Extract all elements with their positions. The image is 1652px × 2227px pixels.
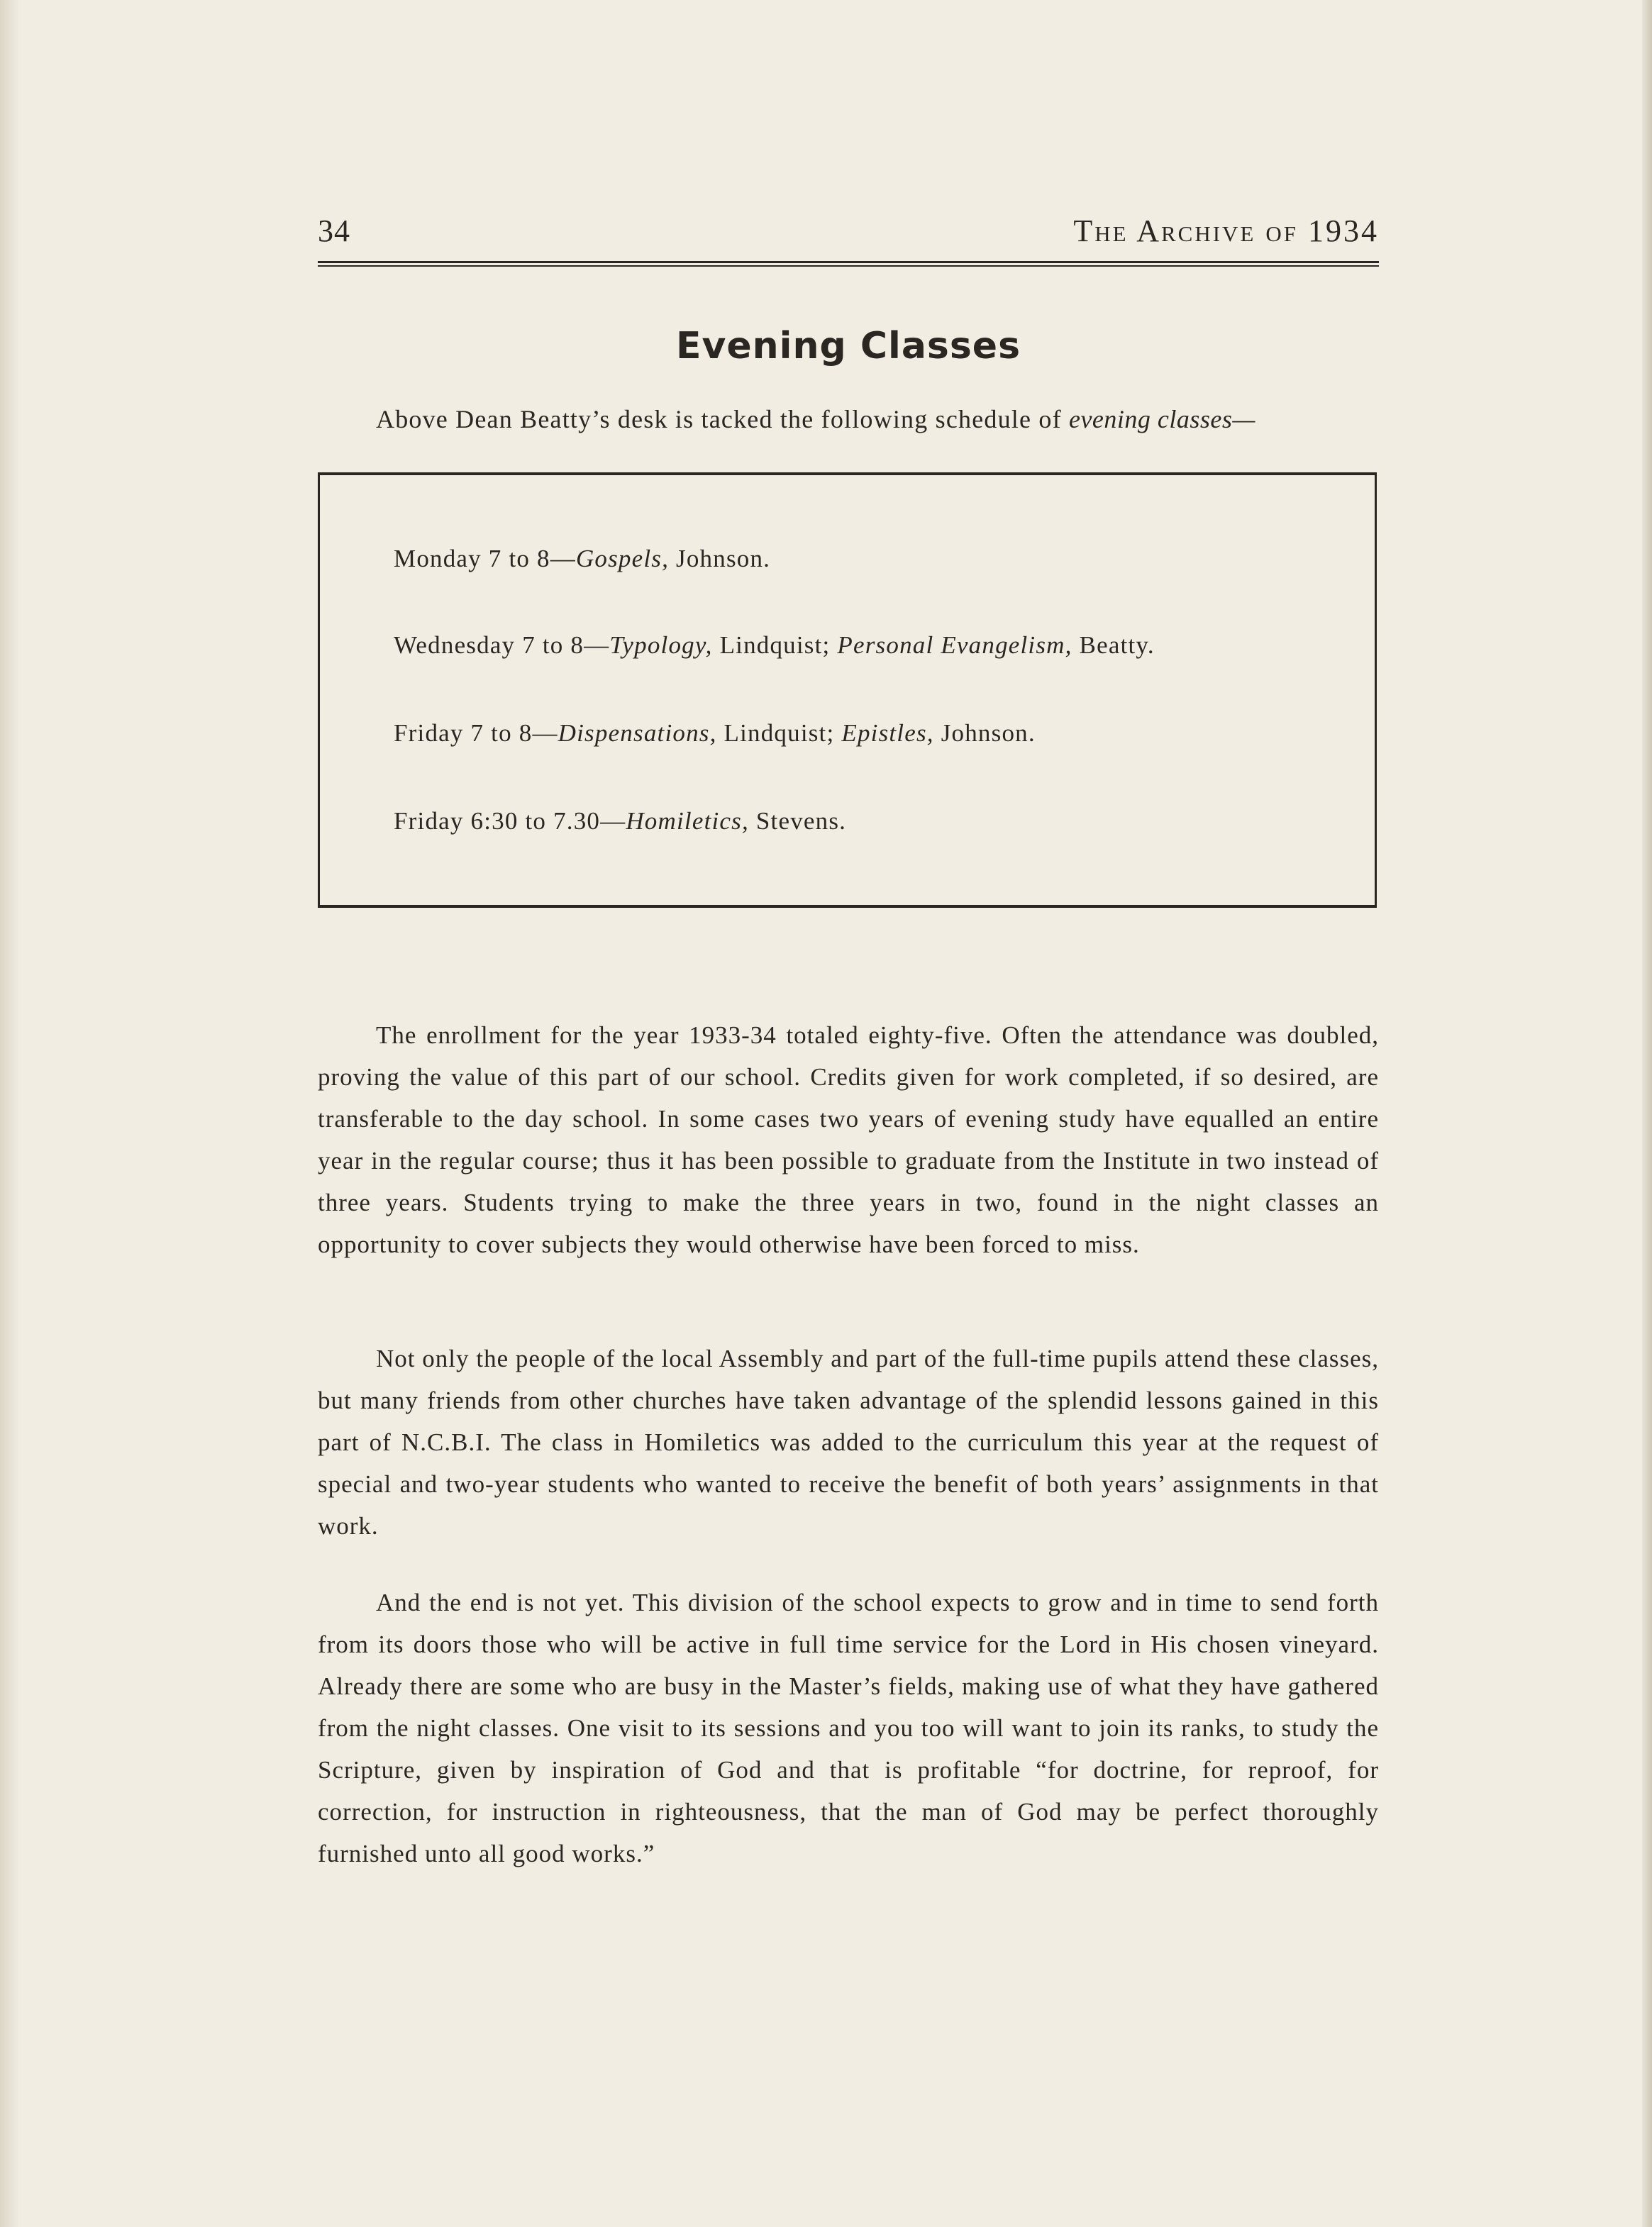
schedule-teacher: Lindquist; bbox=[712, 631, 838, 659]
running-head: The Archive of 1934 bbox=[1073, 213, 1379, 248]
header-rule bbox=[318, 261, 1379, 267]
schedule-teacher: Johnson. bbox=[933, 719, 1036, 747]
body-paragraph bbox=[318, 1338, 1379, 1547]
schedule-teacher: Johnson. bbox=[669, 545, 771, 572]
intro-italic: evening classes— bbox=[1068, 405, 1255, 433]
intro-text: Above Dean Beatty’s desk is tacked the following schedule of bbox=[376, 405, 1062, 433]
schedule-line bbox=[394, 545, 770, 573]
page-edge-right bbox=[1642, 0, 1652, 2227]
schedule-class: Typology, bbox=[609, 631, 713, 659]
paragraph-text: Not only the people of the local Assembly and part of the full-time pupils attend these classes, but many friends from other churches have taken advantage of the splendid lessons gained in this part of N.C.B.I. The class in Homiletics was added to the curriculum this year at the request of special and two-year students who wanted to receive the benefit of both years’ assignments in that work. bbox=[318, 1345, 1379, 1540]
schedule-teacher: Beatty. bbox=[1072, 631, 1155, 659]
paragraph-text: The enrollment for the year 1933-34 totaled eighty-five. Often the attendance was doubled, proving the value of this part of our school. Credits given for work completed, if so desired, are transferable to the day school. In some cases two years of evening study have equalled an entire year in the regular course; thus it has been possible to graduate from the Institute in two instead of three years. Students trying to make the three years in two, found in the night classes an opportunity to cover subjects they would otherwise have been forced to miss. bbox=[318, 1021, 1379, 1258]
schedule-class: Personal Evangelism, bbox=[837, 631, 1072, 659]
schedule-day: Friday 6:30 to 7.30— bbox=[394, 807, 626, 835]
schedule-day: Monday 7 to 8— bbox=[394, 545, 576, 572]
schedule-class: Homiletics, bbox=[626, 807, 749, 835]
paragraph-text: And the end is not yet. This division of the school expects to grow and in time to send forth from its doors those who will be active in full time service for the Lord in His chosen vineyard. Already there are some who are busy in the Master’s fields, making use of what they have gathered from the night classes. One visit to its sessions and you too will want to join its ranks, to study the Scripture, given by inspiration of God and that is profitable “for doctrine, for reproof, for correction, for instruction in righteousness, that the man of God may be perfect thoroughly furnished unto all good works.” bbox=[318, 1589, 1379, 1867]
schedule-box bbox=[318, 472, 1377, 908]
schedule-line bbox=[394, 719, 1036, 748]
intro-sentence bbox=[376, 404, 1379, 434]
schedule-teacher: Lindquist; bbox=[716, 719, 842, 747]
page-title: Evening Classes bbox=[675, 325, 1021, 367]
schedule-teacher: Stevens. bbox=[748, 807, 847, 835]
schedule-class: Gospels, bbox=[575, 545, 670, 572]
body-paragraph bbox=[318, 1014, 1379, 1265]
body-paragraph bbox=[318, 1582, 1379, 1875]
schedule-day: Wednesday 7 to 8— bbox=[394, 631, 610, 659]
page-header bbox=[318, 213, 1379, 255]
schedule-line bbox=[394, 807, 846, 835]
page-edge-left bbox=[0, 0, 18, 2227]
schedule-day: Friday 7 to 8— bbox=[394, 719, 558, 747]
schedule-class: Dispensations, bbox=[558, 719, 717, 747]
schedule-class: Epistles, bbox=[841, 719, 934, 747]
schedule-line bbox=[394, 631, 1155, 660]
page-number: 34 bbox=[318, 213, 350, 248]
